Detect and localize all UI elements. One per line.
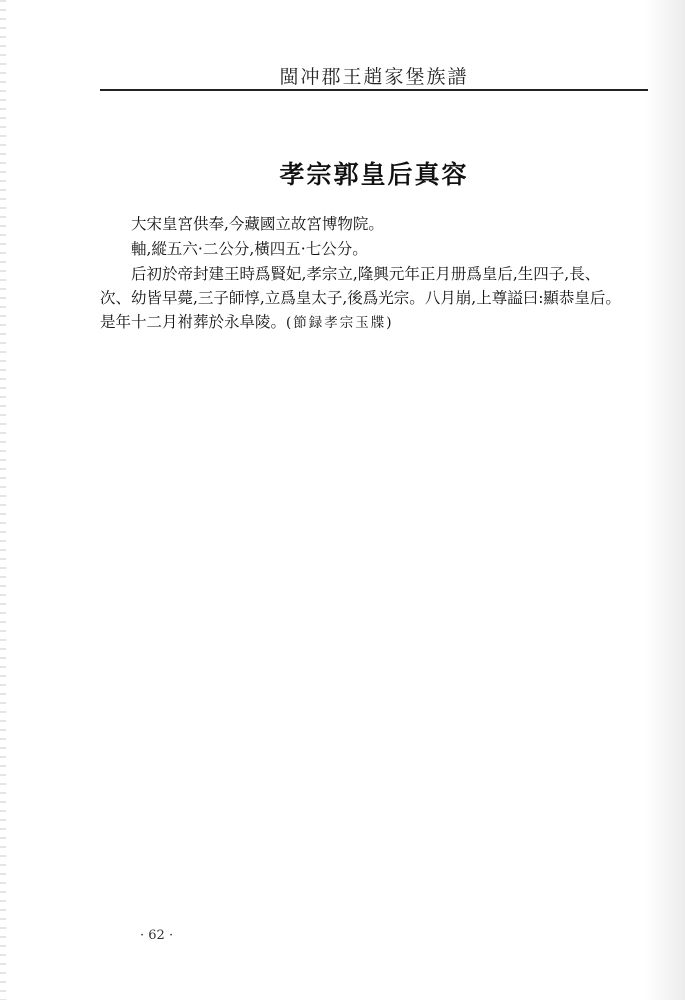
body-line-collection: 大宋皇宮供奉,今藏國立故宮博物院。: [131, 215, 384, 233]
source-note: (節録孝宗玉牒): [286, 315, 394, 331]
body-paragraph: [100, 262, 660, 335]
body-line-dimensions: 軸,縱五六·二公分,橫四五·七公分。: [131, 240, 368, 258]
paragraph-line: 次、幼皆早薨,三子師惇,立爲皇太子,後爲光宗。八月崩,上尊謚曰:顯恭皇后。: [100, 289, 621, 307]
page-shadow: [645, 0, 685, 1000]
paragraph-line-text: 是年十二月祔葬於永阜陵。: [100, 313, 287, 331]
scan-edge-speckle: [0, 0, 6, 1000]
running-header-title: 閩冲郡王趙家堡族譜: [279, 66, 469, 88]
header-rule: [100, 89, 648, 91]
article-title: 孝宗郭皇后真容: [279, 160, 469, 189]
paragraph-line-last: [100, 310, 660, 335]
paragraph-line: 后初於帝封建王時爲賢妃,孝宗立,隆興元年正月册爲皇后,生四子,長、: [131, 265, 601, 283]
page-number: · 62 ·: [140, 928, 174, 943]
